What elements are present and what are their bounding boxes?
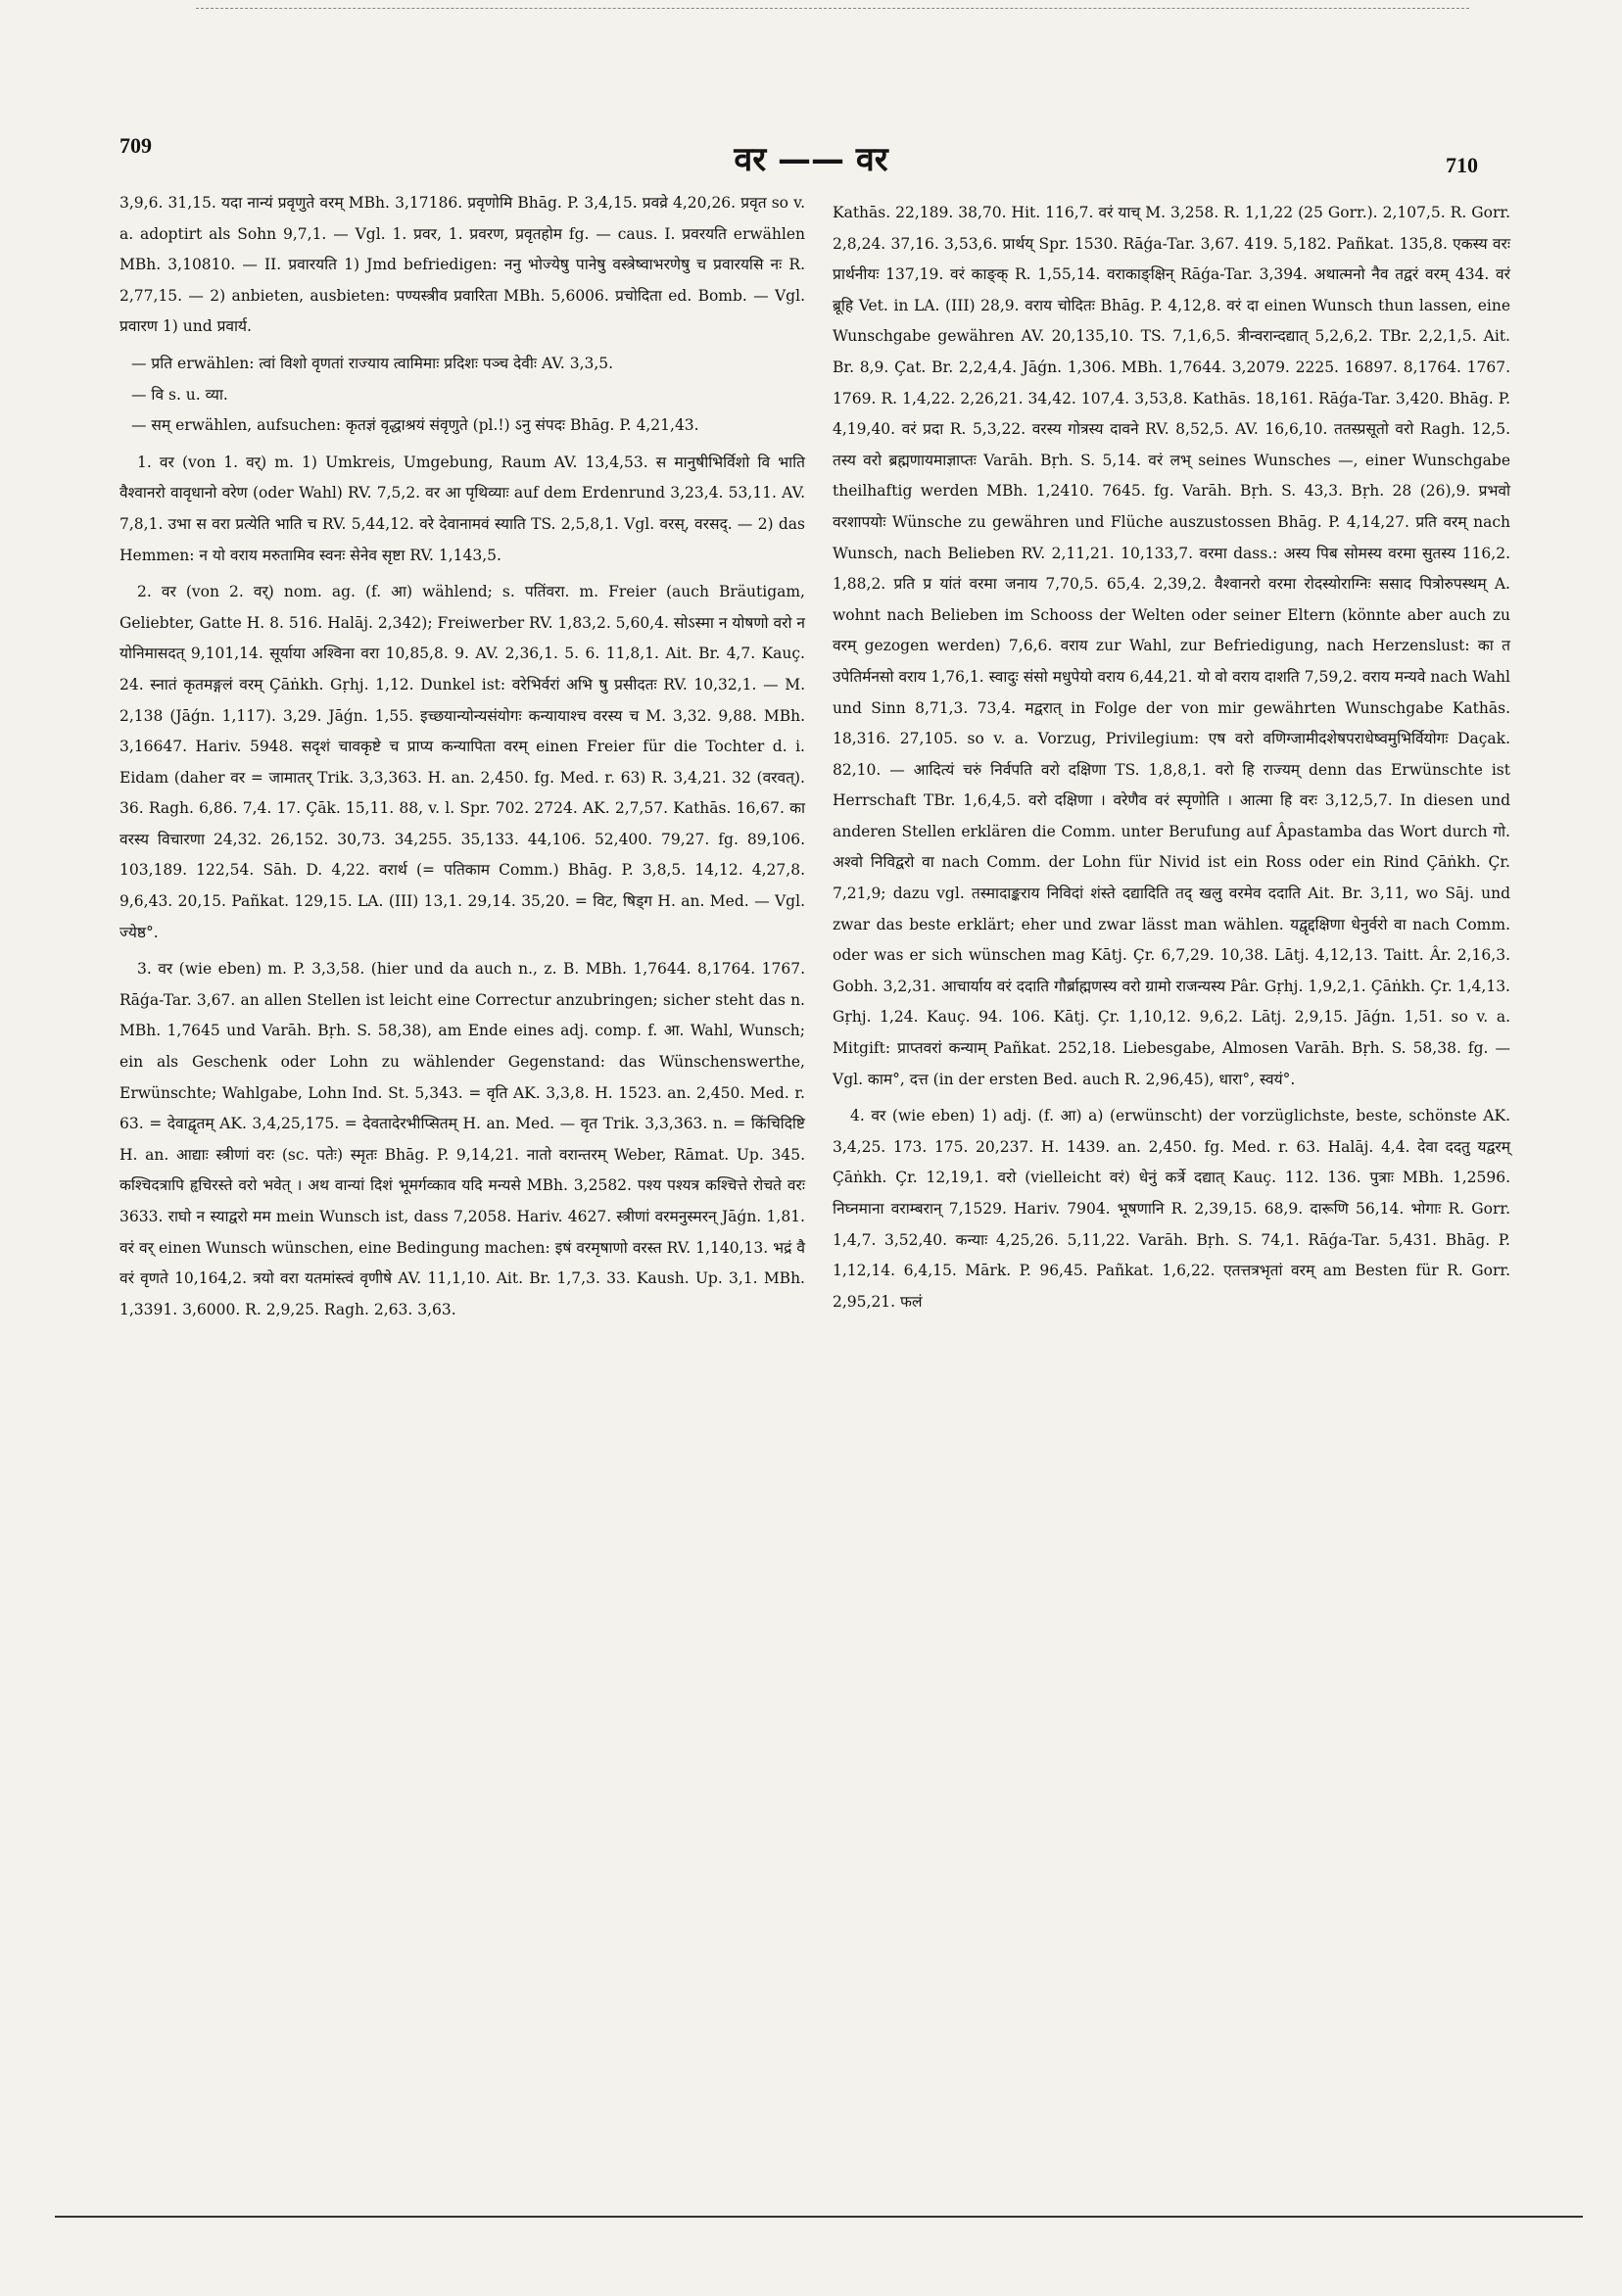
running-head: वर —— वर (734, 140, 888, 179)
right-column (833, 198, 1510, 1317)
entry-paragraph: — सम् erwählen, aufsuchen: कृतज्ञं वृद्धाश्रयं संवृणुते (pl.!) ऽनु संपदः Bhāg. P. 4,21,43. (131, 416, 699, 435)
entry-paragraph: 3,9,6. 31,15. यदा नान्यं प्रवृणुते वरम् MBh. 3,17186. प्रवृणोमि Bhāg. P. 3,4,15. प्रवव्रे 4,20,26. प्रवृत so v. a. adoptirt als Sohn 9,7,1. — Vgl. 1. प्रवर, 1. प्रवरण, प्रवृतहोम fg. — caus. I. प्रवरयति erwählen MBh. 3,10810. — II. प्रवारयति 1) Jmd befriedigen: ननु भोज्येषु पानेषु वस्त्रेष्वाभरणेषु च प्रवारयसि नः R. 2,77,15. — 2) anbieten, ausbieten: पण्यस्त्रीव प्रवारिता MBh. 5,6006. प्रचोदिता ed. Bomb. — Vgl. प्रवारण 1) und प्रवार्य. (119, 194, 805, 336)
entry-paragraph: 1. वर (von 1. वर्) m. 1) Umkreis, Umgebung, Raum AV. 13,4,53. स मानुषीभिर्विशो वि भाति वैश्वानरो वावृधानो वरेण (oder Wahl) RV. 7,5,2. वर आ पृथिव्याः auf dem Erdenrund 3,23,4. 53,11. AV. 7,8,1. उभा स वरा प्रत्येति भाति च RV. 5,44,12. वरे देवानामवं स्याति TS. 2,5,8,1. Vgl. वरस्, वरसद्. — 2) das Hemmen: न यो वराय मरुतामिव स्वनः सेनेव सृष्टा RV. 1,143,5. (119, 453, 805, 564)
entry-paragraph: — वि s. u. व्या. (131, 385, 228, 404)
top-edge-line (196, 8, 1469, 9)
entry-paragraph: — प्रति erwählen: त्वां विशो वृणतां राज्याय त्वामिमाः प्रदिशः पञ्च देवीः AV. 3,3,5. (131, 354, 614, 372)
entry-paragraph: 3. वर (wie eben) m. P. 3,3,58. (hier und da auch n., z. B. MBh. 1,7644. 8,1764. 1767. Rāǵa-Tar. 3,67. an allen Stellen ist leicht eine Correctur anzubringen; sicher steht das n. MBh. 1,7645 und Varāh. Bṛh. S. 58,38), am Ende eines adj. comp. f. आ. Wahl, Wunsch; ein als Geschenk oder Lohn zu wählender Gegenstand: das Wünschenswerthe, Erwünschte; Wahlgabe, Lohn Ind. St. 5,343. = वृति AK. 3,3,8. H. 1523. an. 2,450. Med. r. 63. = देवाद्वृतम् AK. 3,4,25,175. = देवतादेरभीप्सितम् H. an. Med. — वृत Trik. 3,3,363. n. = किंचिदिष्टि H. an. आद्याः स्त्रीणां वरः (sc. पतेः) स्मृतः Bhāg. P. 9,14,21. नातो वरान्तरम् Weber, Rāmat. Up. 345. कश्चिदत्रापि हृचिरस्ते वरो भवेत् । अथ वान्यां दिशं भूमर्गव्काव यदि मन्यसे MBh. 3,2582. पश्य पश्यत्र कश्चित्ते रोचते वरः 3633. राघो न स्याद्वरो मम mein Wunsch ist, dass 7,2058. Hariv. 4627. स्त्रीणां वरमनुस्मरन् Jāǵn. 1,81. वरं वर् einen Wunsch wünschen, eine Bedingung machen: इषं वरमृषाणो वरस्त RV. 1,140,13. भद्रं वै वरं वृणते 10,164,2. त्रयो वरा यतमांस्त्वं वृणीषे AV. 11,1,10. Ait. Br. 1,7,3. 33. Kaush. Up. 3,1. MBh. 1,3391. 3,6000. R. 2,9,25. Ragh. 2,63. 3,63. (119, 960, 805, 1318)
entry-paragraph: 4. वर (wie eben) 1) adj. (f. आ) a) (erwünscht) der vorzüglichste, beste, schönste AK. 3,4,25. 173. 175. 20,237. H. 1439. an. 2,450. fg. Med. r. 63. Halāj. 4,4. देवा ददतु यद्वरम् Çāṅkh. Çr. 12,19,1. वरो (vielleicht वरं) धेनुं कर्त्रे दद्यात् Kauç. 112. 136. पुत्राः MBh. 1,2596. निघ्नमाना वराम्बरान् 7,1529. Hariv. 7904. भूषणानि R. 2,39,15. 68,9. दारूणि 56,14. भोगाः R. Gorr. 1,4,7. 3,52,40. कन्याः 4,25,26. 5,11,22. Varāh. Bṛh. S. 74,1. Rāǵa-Tar. 5,431. Bhāg. P. 1,12,14. 6,4,15. Mārk. P. 96,45. Pañkat. 1,6,22. एतत्तत्रभृतां वरम् am Besten für R. Gorr. 2,95,21. फलं (833, 1107, 1510, 1311)
entry-paragraph: 2. वर (von 2. वर्) nom. ag. (f. आ) wählend; s. पतिंवरा. m. Freier (auch Bräutigam, Geliebter, Gatte H. 8. 516. Halāj. 2,342); Freiwerber RV. 1,83,2. 5,60,4. सोऽस्मा न योषणो वरो न योनिमासदत् 9,101,14. सूर्याया अश्विना वरा 10,85,8. 9. AV. 2,36,1. 5. 6. 11,8,1. Ait. Br. 4,7. Kauç. 24. स्नातं कृतमङ्गलं वरम् Çāṅkh. Gṛhj. 1,12. Dunkel ist: वरेभिर्वरां अभि षु प्रसीदतः RV. 10,32,1. — M. 2,138 (Jāǵn. 1,117). 3,29. Jāǵn. 1,55. इच्छयान्योन्यसंयोगः कन्यायाश्च वरस्य च M. 3,32. 9,88. MBh. 3,16647. Hariv. 5948. सदृशं चावकृष्टे च प्राप्य कन्यापिता वरम् einen Freier für die Tochter d. i. Eidam (daher वर = जामातर् Trik. 3,3,363. H. an. 2,450. fg. Med. r. 63) R. 3,4,21. 32 (वरवत्). 36. Ragh. 6,86. 7,4. 17. Çāk. 15,11. 88, v. l. Spr. 702. 2724. AK. 2,7,57. Kathās. 16,67. का वरस्य विचारणा 24,32. 26,152. 30,73. 34,255. 35,133. 44,106. 52,400. 79,27. fg. 89,106. 103,189. 122,54. Sāh. D. 4,22. वरार्थ (= पतिकाम Comm.) Bhāg. P. 3,8,5. 14,12. 4,27,8. 9,6,43. 20,15. Pañkat. 129,15. LA. (III) 13,1. 29,14. 35,20. = विट, षिड्ग H. an. Med. — Vgl. ज्येष्ठ°. (119, 583, 805, 941)
bottom-rule (55, 2216, 1583, 2218)
right-page-number: 710 (1446, 153, 1478, 177)
left-page-number: 709 (119, 133, 152, 158)
entry-paragraph: Kathās. 22,189. 38,70. Hit. 116,7. वरं याच् M. 3,258. R. 1,1,22 (25 Gorr.). 2,107,5. R. Gorr. 2,8,24. 37,16. 3,53,6. प्रार्थय् Spr. 1530. Rāǵa-Tar. 3,67. 419. 5,182. Pañkat. 135,8. एकस्य वरः प्रार्थनीयः 137,19. वरं काङ्क् R. 1,55,14. वराकाङ्क्षिन् Rāǵa-Tar. 3,394. अथात्मनो नैव तद्वरं वरम् 434. वरं ब्रूहि Vet. in LA. (III) 28,9. वराय चोदितः Bhāg. P. 4,12,8. वरं दा einen Wunsch thun lassen, eine Wunschgabe gewähren AV. 20,135,10. TS. 7,1,6,5. त्रीन्वरान्दद्यात् 5,2,6,2. TBr. 2,2,1,5. Ait. Br. 8,9. Çat. Br. 2,2,4,4. Jāǵn. 1,306. MBh. 1,7644. 3,2079. 2225. 16897. 8,1764. 1767. 1769. R. 1,4,22. 2,26,21. 34,42. 107,4. 3,53,8. Kathās. 18,161. Rāǵa-Tar. 3,420. Bhāg. P. 4,19,40. वरं प्रदा R. 5,3,22. वरस्य गोत्रस्य दावने RV. 8,52,5. AV. 16,6,10. ततस्प्रसूतो वरो Ragh. 12,5. तस्य वरो ब्रह्मणायमाज्ञाप्तः Varāh. Bṛh. S. 5,14. वरं लभ् seines Wunsches —, einer Wunschgabe theilhaftig werden MBh. 1,2410. 7645. fg. Varāh. Bṛh. S. 43,3. Bṛh. 28 (26),9. प्रभवो वरशापयोः Wünsche zu gewähren und Flüche auszustossen Bhāg. P. 4,14,27. प्रति वरम् nach Wunsch, nach Belieben RV. 2,11,21. 10,133,7. वरमा dass.: अस्य पिब सोमस्य वरमा सुतस्य 116,2. 1,88,2. प्रति प्र यांतं वरमा जनाय 7,70,5. 65,4. 2,39,2. वैश्वानरो वरमा रोदस्योराग्निः ससाद पित्रोरुपस्थम् A. wohnt nach Belieben im Schooss der Welten oder seiner Eltern (könnte aber auch zu वरम् gezogen werden) 7,6,6. वराय zur Wahl, zur Befriedigung, nach Herzenslust: का त उपेतिर्मनसो वराय 1,76,1. स्वादुः संसो मधुपेयो वराय 6,44,21. यो वो वराय दाशति 7,59,2. वराय मन्यवे nach Wahl und Sinn 8,71,3. 73,4. मद्वरात् in Folge der von mir gewährten Wunschgabe Kathās. 18,316. 27,105. so v. a. Vorzug, Privilegium: एष वरो वणिग्जामीदशेषपराधेष्वमुभिर्वियोगः Daçak. 82,10. — आदित्यं चरुं निर्वपति वरो दक्षिणा TS. 1,8,8,1. वरो हि राज्यम् denn das Erwünschte ist Herrschaft TBr. 1,6,4,5. वरो दक्षिणा । वरेणैव वरं स्पृणोति । आत्मा हि वरः 3,12,5,7. In diesen und anderen Stellen erklären die Comm. unter Berufung auf Âpastamba das Wort durch गो. अश्वो निविद्वरो वा nach Comm. der Lohn für Nivid ist ein Ross oder ein Rind Çāṅkh. Çr. 7,21,9; dazu vgl. तस्मादाङ्कराय निविदां शंस्ते दद्यादिति तद् खलु वरमेव ददाति Ait. Br. 3,11, wo Sāj. und zwar das beste erklärt; eher und zwar lässt man wählen. यद्वृद्दक्षिणा धेनुर्वरो वा nach Comm. oder was er sich wünschen mag Kātj. Çr. 6,7,29. 10,38. Lātj. 4,12,13. Taitt. Âr. 2,16,3. Gobh. 3,2,31. आचार्याय वरं ददाति गौर्ब्राह्मणस्य वरो ग्रामो राजन्यस्य Pâr. Gṛhj. 1,9,2,1. Çāṅkh. Çr. 1,4,13. Gṛhj. 1,24. Kauç. 94. 106. Kātj. Çr. 1,10,12. 9,6,2. Lātj. 2,9,15. Jāǵn. 1,51. so v. a. Mitgift: प्राप्तवरां कन्याम् Pañkat. 252,18. Liebesgabe, Almosen Varāh. Bṛh. S. 58,38. fg. — Vgl. काम°, दत्त (in der ersten Bed. auch R. 2,96,45), धारा°, स्वयं°. (833, 204, 1510, 1088)
left-column (119, 188, 805, 1325)
